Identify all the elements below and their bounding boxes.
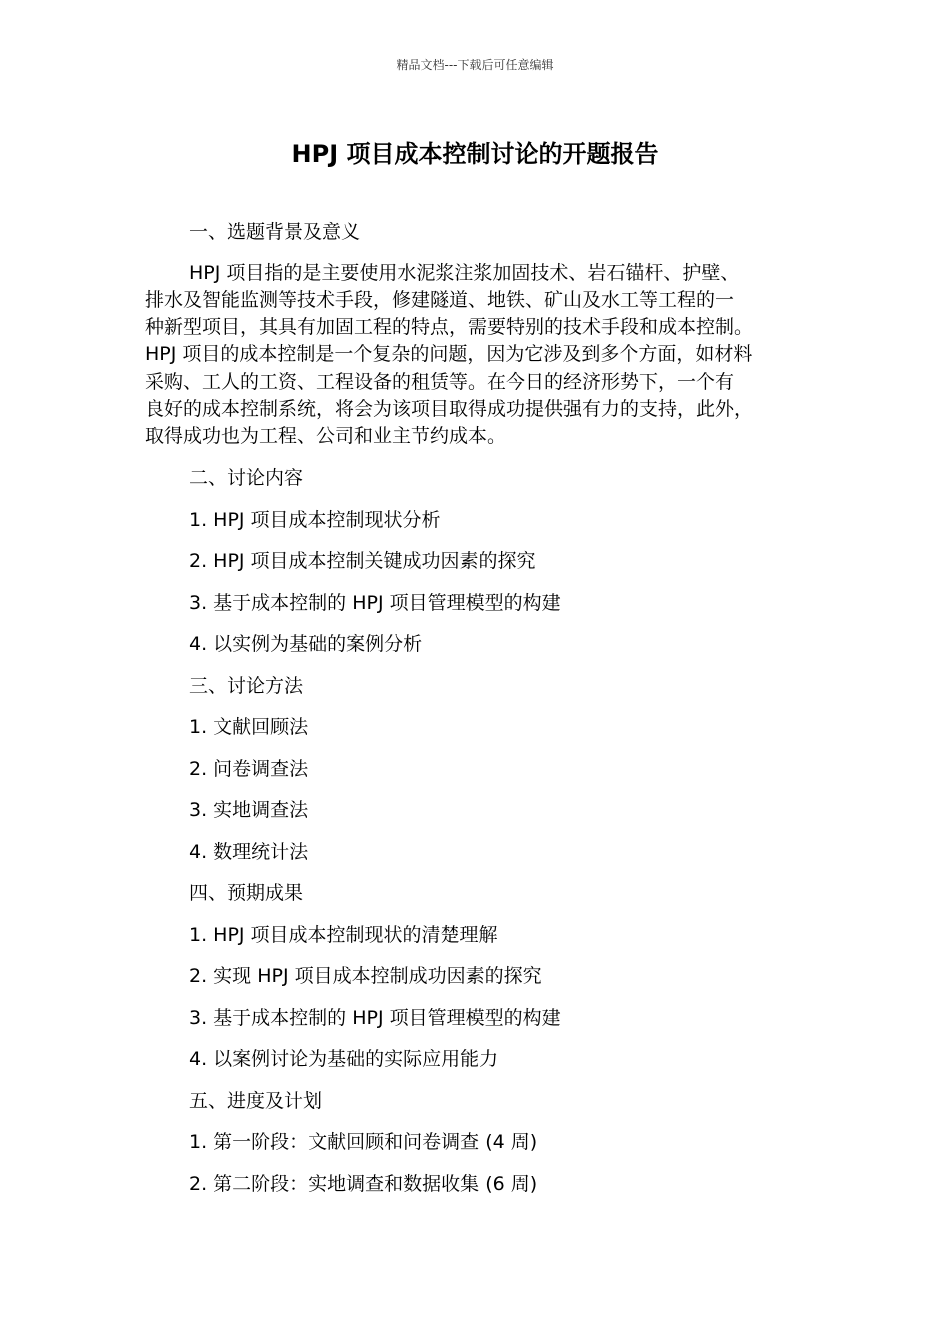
list-item: 2. HPJ 项目成本控制关键成功因素的探究 [189,550,536,573]
list-item: 4. 以实例为基础的案例分析 [189,633,423,656]
list-item: 2. 问卷调查法 [189,757,309,780]
paragraph-line: 排水及智能监测等技术手段，修建隧道、地铁、矿山及水工等工程的一 [145,288,735,311]
page-header-note: 精品文档---下载后可任意编辑 [396,58,554,72]
list-item: 3. 实地调查法 [189,799,309,822]
paragraph-line: HPJ 项目指的是主要使用水泥浆注浆加固技术、岩石锚杆、护壁、 [189,261,740,284]
paragraph-line: 良好的成本控制系统，将会为该项目取得成功提供强有力的支持，此外， [145,397,754,420]
paragraph-line: 取得成功也为工程、公司和业主节约成本。 [145,425,507,448]
list-item: 2. 第二阶段：实地调查和数据收集 (6 周) [189,1172,538,1195]
document-body [145,218,810,1211]
list-item: 4. 数理统计法 [189,840,309,863]
section-heading-background: 一、选题背景及意义 [189,221,361,243]
list-item: 1. HPJ 项目成本控制现状的清楚理解 [189,923,498,946]
list-item: 3. 基于成本控制的 HPJ 项目管理模型的构建 [189,591,561,614]
paragraph-line: 种新型项目，其具有加固工程的特点，需要特别的技术手段和成本控制。 [145,316,754,339]
paragraph-line: HPJ 项目的成本控制是一个复杂的问题，因为它涉及到多个方面，如材料 [145,343,753,366]
section-heading-methods: 三、讨论方法 [189,674,304,697]
paragraph-line: 采购、工人的工资、工程设备的租赁等。在今日的经济形势下，一个有 [145,370,735,393]
list-item: 4. 以案例讨论为基础的实际应用能力 [189,1048,499,1071]
document-title: HPJ 项目成本控制讨论的开题报告 [291,140,659,168]
section-heading-schedule: 五、进度及计划 [189,1089,323,1112]
list-item: 1. 文献回顾法 [189,716,309,739]
background-paragraph [145,260,810,451]
list-item: 2. 实现 HPJ 项目成本控制成功因素的探究 [189,965,542,988]
list-item: 1. 第一阶段：文献回顾和问卷调查 (4 周) [189,1131,538,1154]
section-heading-content: 二、讨论内容 [189,467,304,490]
list-item: 3. 基于成本控制的 HPJ 项目管理模型的构建 [189,1006,561,1029]
section-heading-outcomes: 四、预期成果 [189,882,304,905]
list-item: 1. HPJ 项目成本控制现状分析 [189,508,441,531]
